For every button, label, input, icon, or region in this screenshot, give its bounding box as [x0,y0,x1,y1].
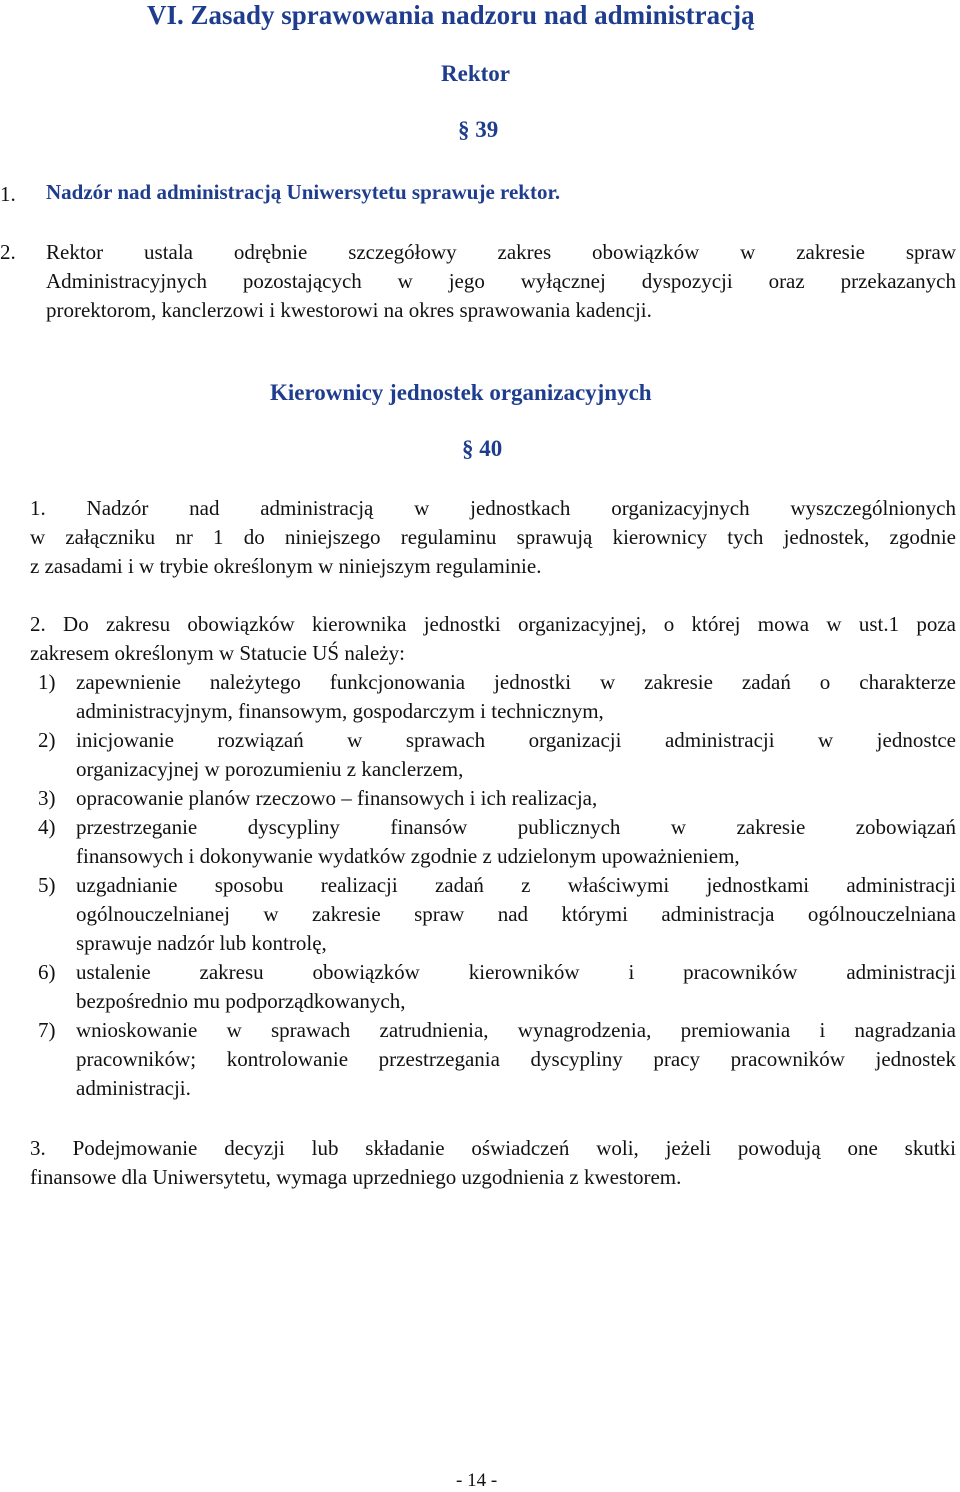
sub-item-5-number: 5) [38,873,56,897]
s40-item-3-line-2: finansowe dla Uniwersytetu, wymaga uprzedniego uzgodnienia z kwestorem. [30,1165,682,1189]
paragraph-number-39 [458,117,498,143]
sub-item-1-line-1: zapewnienie należytego funkcjonowania jednostki w zakresie zadań o charakterze [76,670,956,694]
sub-item-7-line-3: administracji. [76,1076,191,1100]
sub-item-2-line-1: inicjowanie rozwiązań w sprawach organizacji administracji w jednostce [76,728,956,752]
s40-item-3-line-1: 3. Podejmowanie decyzji lub składanie oświadczeń woli, jeżeli powodują one skutki [30,1136,956,1160]
item-1-text: Nadzór nad administracją Uniwersytetu sprawuje rektor. [46,180,561,204]
s40-item-1-line-3: z zasadami i w trybie określonym w niniejszym regulaminie. [30,554,542,578]
s40-item-1-line-2: w załączniku nr 1 do niniejszego regulaminu sprawują kierownicy tych jednostek, zgodnie [30,525,956,549]
sub-item-6-line-1: ustalenie zakresu obowiązków kierowników i pracowników administracji [76,960,956,984]
page-number: - 14 - [456,1470,498,1491]
item-1-number: 1. [0,182,16,206]
sub-item-6-line-2: bezpośrednio mu podporządkowanych, [76,989,406,1013]
sub-item-2-number: 2) [38,728,56,752]
sub-item-5-line-1: uzgadnianie sposobu realizacji zadań z właściwymi jednostkami administracji [76,873,956,897]
paragraph-sign: § [458,117,470,142]
sub-item-1-line-2: administracyjnym, finansowym, gospodarczym i technicznym, [76,699,604,723]
sub-item-3-line-1: opracowanie planów rzeczowo – finansowych i ich realizacja, [76,786,598,810]
item-2-line-3: prorektorom, kanclerzowi i kwestorowi na okres sprawowania kadencji. [46,298,652,322]
sub-item-3-number: 3) [38,786,56,810]
sub-item-4-number: 4) [38,815,56,839]
sub-item-5-line-3: sprawuje nadzór lub kontrolę, [76,931,327,955]
sub-item-5-line-2: ogólnouczelnianej w zakresie spraw nad którymi administracja ogólnouczelniana [76,902,956,926]
section-heading-kierownicy: Kierownicy jednostek organizacyjnych [270,380,652,405]
sub-item-1-number: 1) [38,670,56,694]
s40-item-2-line-2: zakresem określonym w Statucie UŚ należy: [30,641,405,665]
sub-item-7-number: 7) [38,1018,56,1042]
item-2-number: 2. [0,240,16,264]
paragraph-number: 39 [475,117,499,142]
section-heading-rektor: Rektor [441,61,510,86]
sub-item-7-line-1: wnioskowanie w sprawach zatrudnienia, wynagrodzenia, premiowania i nagradzania [76,1018,956,1042]
item-2-line-1: Rektor ustala odrębnie szczegółowy zakres obowiązków w zakresie spraw [46,240,956,264]
sub-item-4-line-1: przestrzeganie dyscypliny finansów publicznych w zakresie zobowiązań [76,815,956,839]
paragraph-number-40 [462,436,502,462]
s40-item-2-line-1: 2. Do zakresu obowiązków kierownika jednostki organizacyjnej, o której mowa w ust.1 poza [30,612,956,636]
chapter-title: VI. Zasady sprawowania nadzoru nad administracją [147,0,755,30]
sub-item-4-line-2: finansowych i dokonywanie wydatków zgodnie z udzielonym upoważnieniem, [76,844,740,868]
s40-item-1-line-1: 1. Nadzór nad administracją w jednostkach organizacyjnych wyszczególnionych [30,496,956,520]
sub-item-2-line-2: organizacyjnej w porozumieniu z kanclerzem, [76,757,464,781]
paragraph-sign: § [462,436,474,461]
sub-item-7-line-2: pracowników; kontrolowanie przestrzegania dyscypliny pracy pracowników jednostek [76,1047,956,1071]
item-2-line-2: Administracyjnych pozostających w jego wyłącznej dyspozycji oraz przekazanych [46,269,956,293]
paragraph-number: 40 [479,436,503,461]
sub-item-6-number: 6) [38,960,56,984]
